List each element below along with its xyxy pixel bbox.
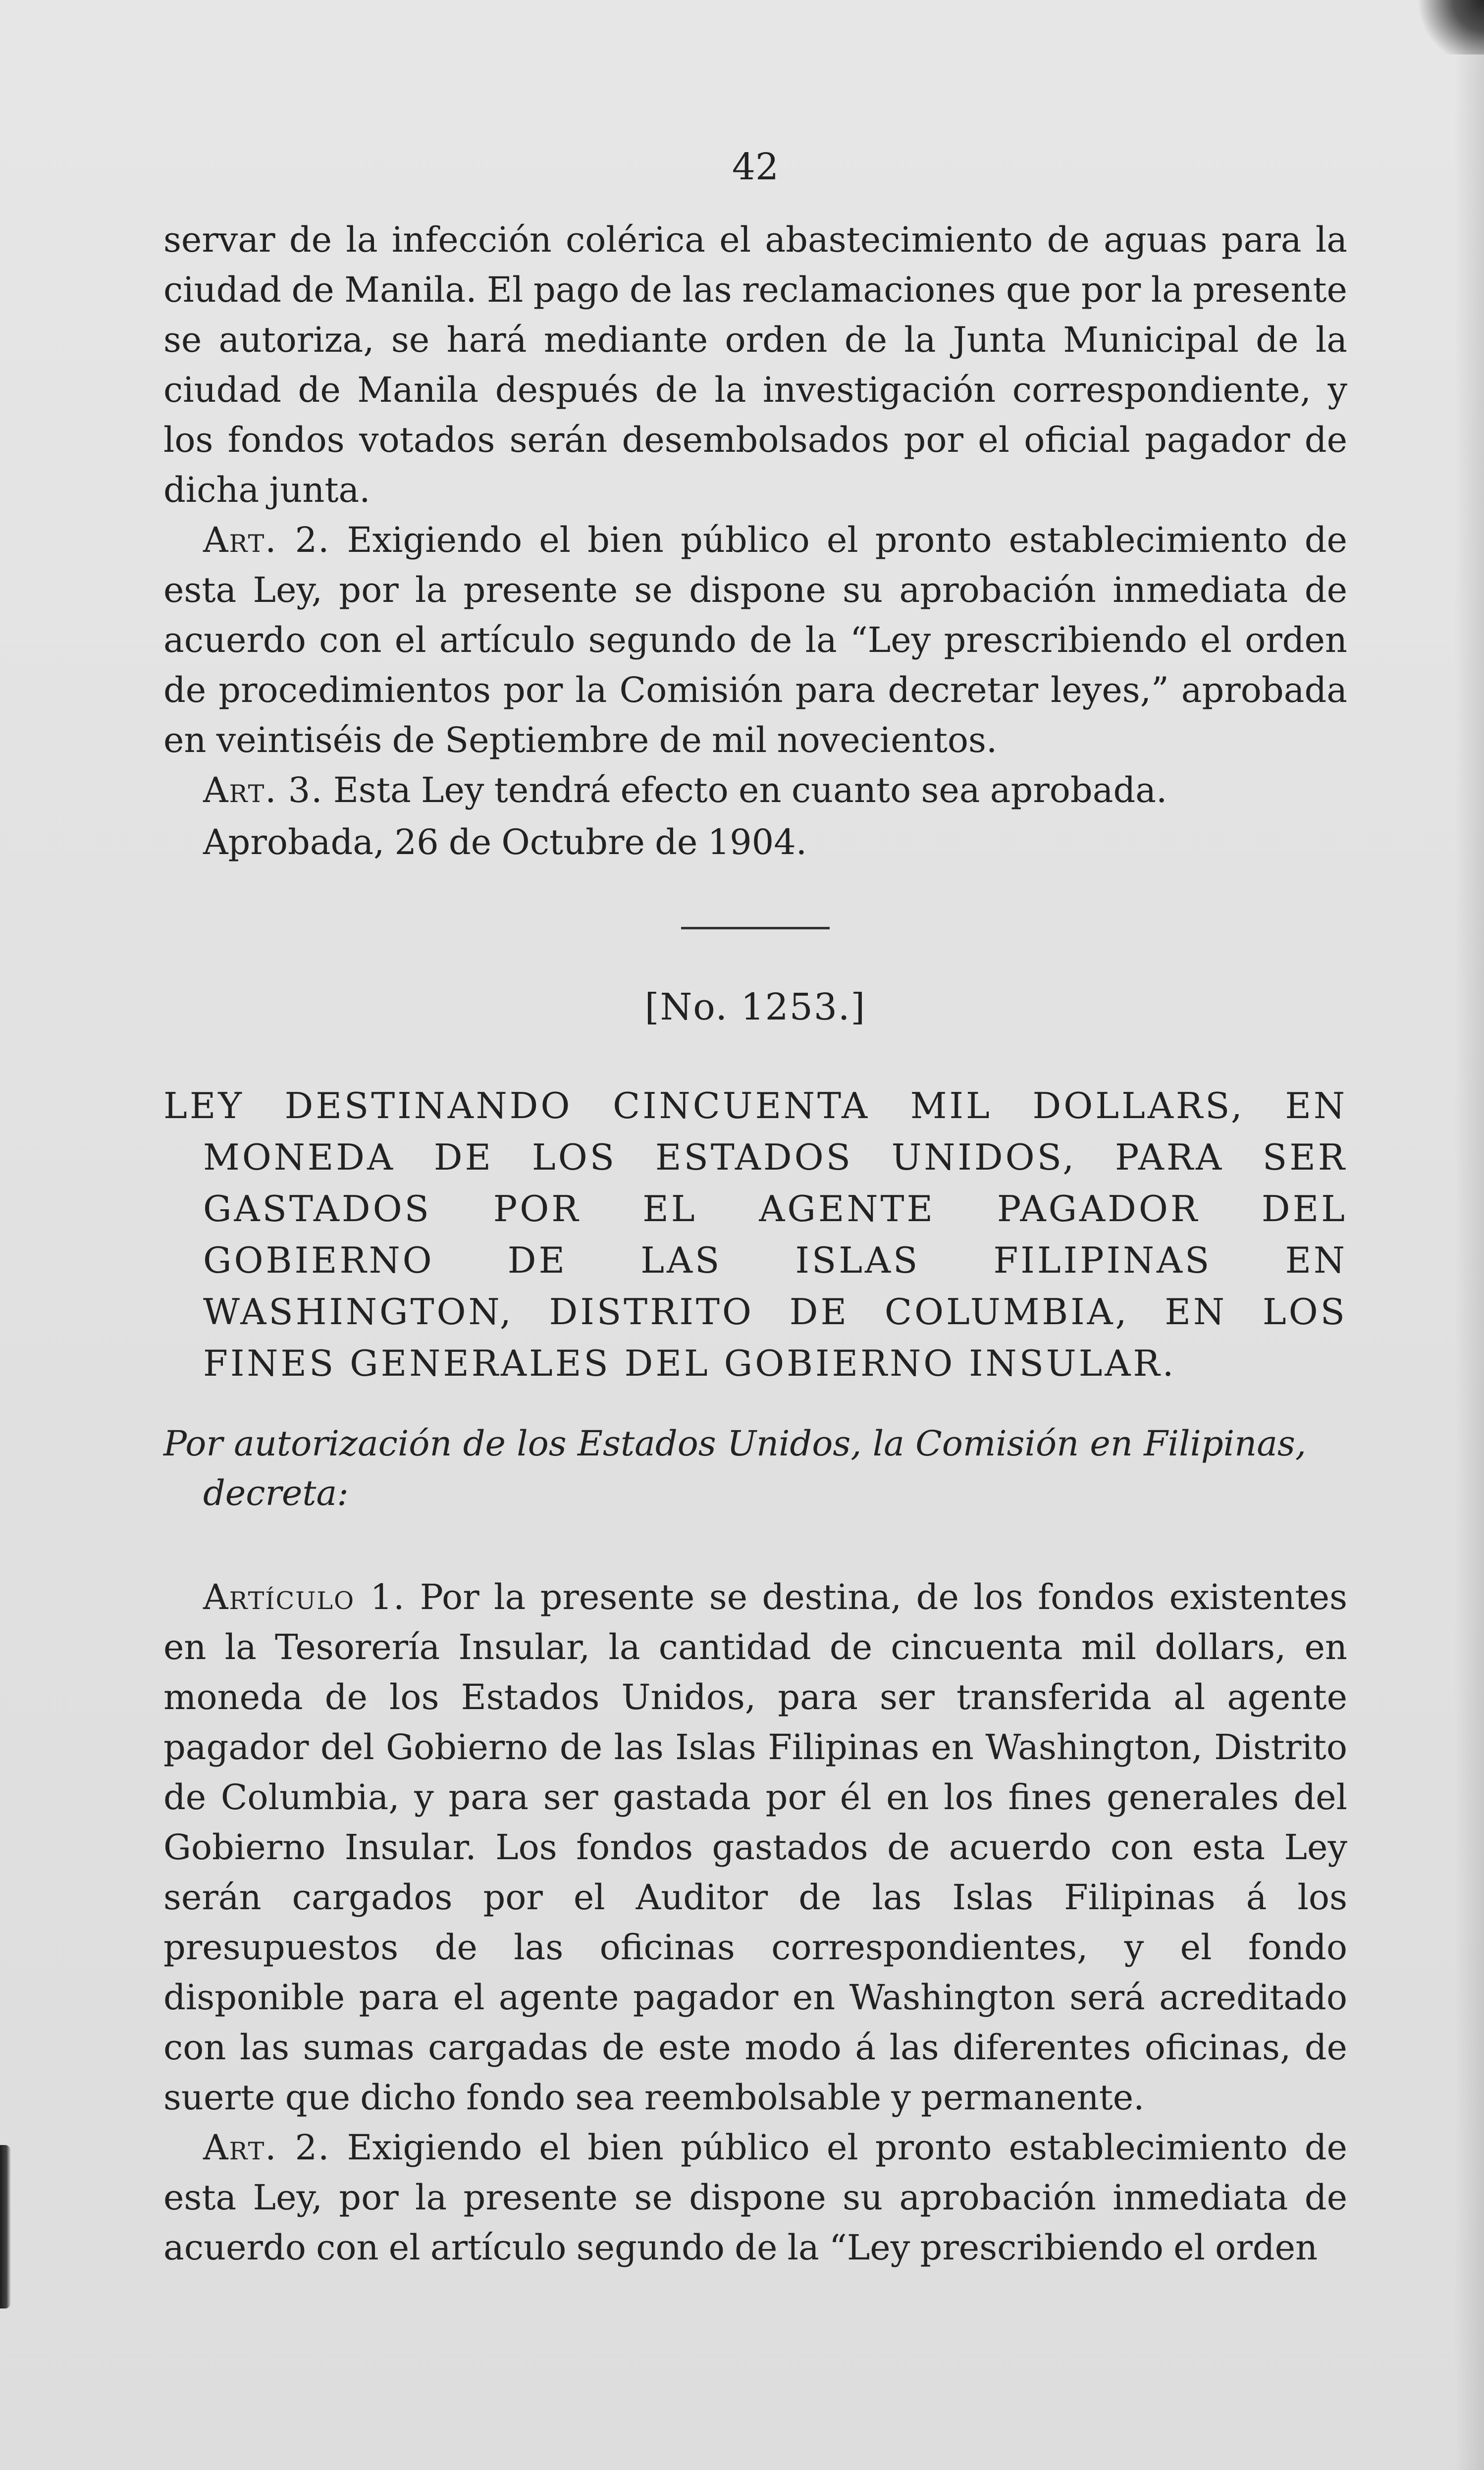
article-label: Art. 2. xyxy=(203,520,330,560)
previous-law-article-3 xyxy=(163,765,1347,815)
enacting-clause: Por autorización de los Estados Unidos, la Comisión en Filipinas, decreta: xyxy=(163,1423,1307,1513)
article-label: Art. 3. xyxy=(203,770,323,810)
page-content xyxy=(163,146,1347,2273)
article-text: Exigiendo el bien público el pronto establecimiento de esta Ley, por la presente se dispone su aprobación inmediata de acuerdo con el artículo segundo de la “Ley prescribiendo el orden de procedimientos por la Comisión para decretar leyes,” aprobada en veintiséis de Septiembre de mil novecientos. xyxy=(163,520,1347,760)
previous-law-continuation: servar de la infección colérica el abastecimiento de aguas para la ciudad de Manila. El pago de las reclamaciones que por la presente se autoriza, se hará mediante orden de la Junta Municipal de la ciudad de Manila después de la investigación correspondiente, y los fondos votados serán desembolsados por el oficial pagador de dicha junta. xyxy=(163,219,1347,510)
law-article-2 xyxy=(163,2123,1347,2273)
article-label: Art. 2. xyxy=(203,2127,330,2168)
scan-binding-mark xyxy=(0,2145,11,2309)
scan-edge-shadow xyxy=(1454,0,1484,2470)
previous-law-article-2 xyxy=(163,515,1347,765)
law-article-1 xyxy=(163,1572,1347,2123)
approval-date: Aprobada, 26 de Octubre de 1904. xyxy=(203,822,807,862)
page-number: 42 xyxy=(732,146,779,188)
article-text: Esta Ley tendrá efecto en cuanto sea aprobada. xyxy=(333,770,1167,810)
article-text: Exigiendo el bien público el pronto establecimiento de esta Ley, por la presente se dispone su aprobación inmediata de acuerdo con el artículo segundo de la “Ley prescribiendo el orden xyxy=(163,2127,1347,2268)
article-label: Artículo 1. xyxy=(203,1577,406,1617)
law-title: LEY DESTINANDO CINCUENTA MIL DOLLARS, EN MONEDA DE LOS ESTADOS UNIDOS, PARA SER GASTADOS POR EL AGENTE PAGADOR DEL GOBIERNO DE LAS ISLAS FILIPINAS EN WASHINGTON, DISTRITO DE COLUMBIA, EN LOS FINES GENERALES DEL GOBIERNO INSULAR. xyxy=(163,1085,1347,1384)
article-text: Por la presente se destina, de los fondos existentes en la Tesorería Insular, la cantidad de cincuenta mil dollars, en moneda de los Estados Unidos, para ser transferida al agente pagador del Gobierno de las Islas Filipinas en Washington, Distrito de Columbia, y para ser gastada por él en los fines generales del Gobierno Insular. Los fondos gastados de acuerdo con esta Ley serán cargados por el Auditor de las Islas Filipinas á los presupuestos de las oficinas correspondientes, y el fondo disponible para el agente pagador en Washington será acreditado con las sumas cargadas de este modo á las diferentes oficinas, de suerte que dicho fondo sea reembolsable y permanente. xyxy=(163,1577,1347,2118)
section-divider xyxy=(681,927,830,929)
law-number: [No. 1253.] xyxy=(644,986,866,1028)
